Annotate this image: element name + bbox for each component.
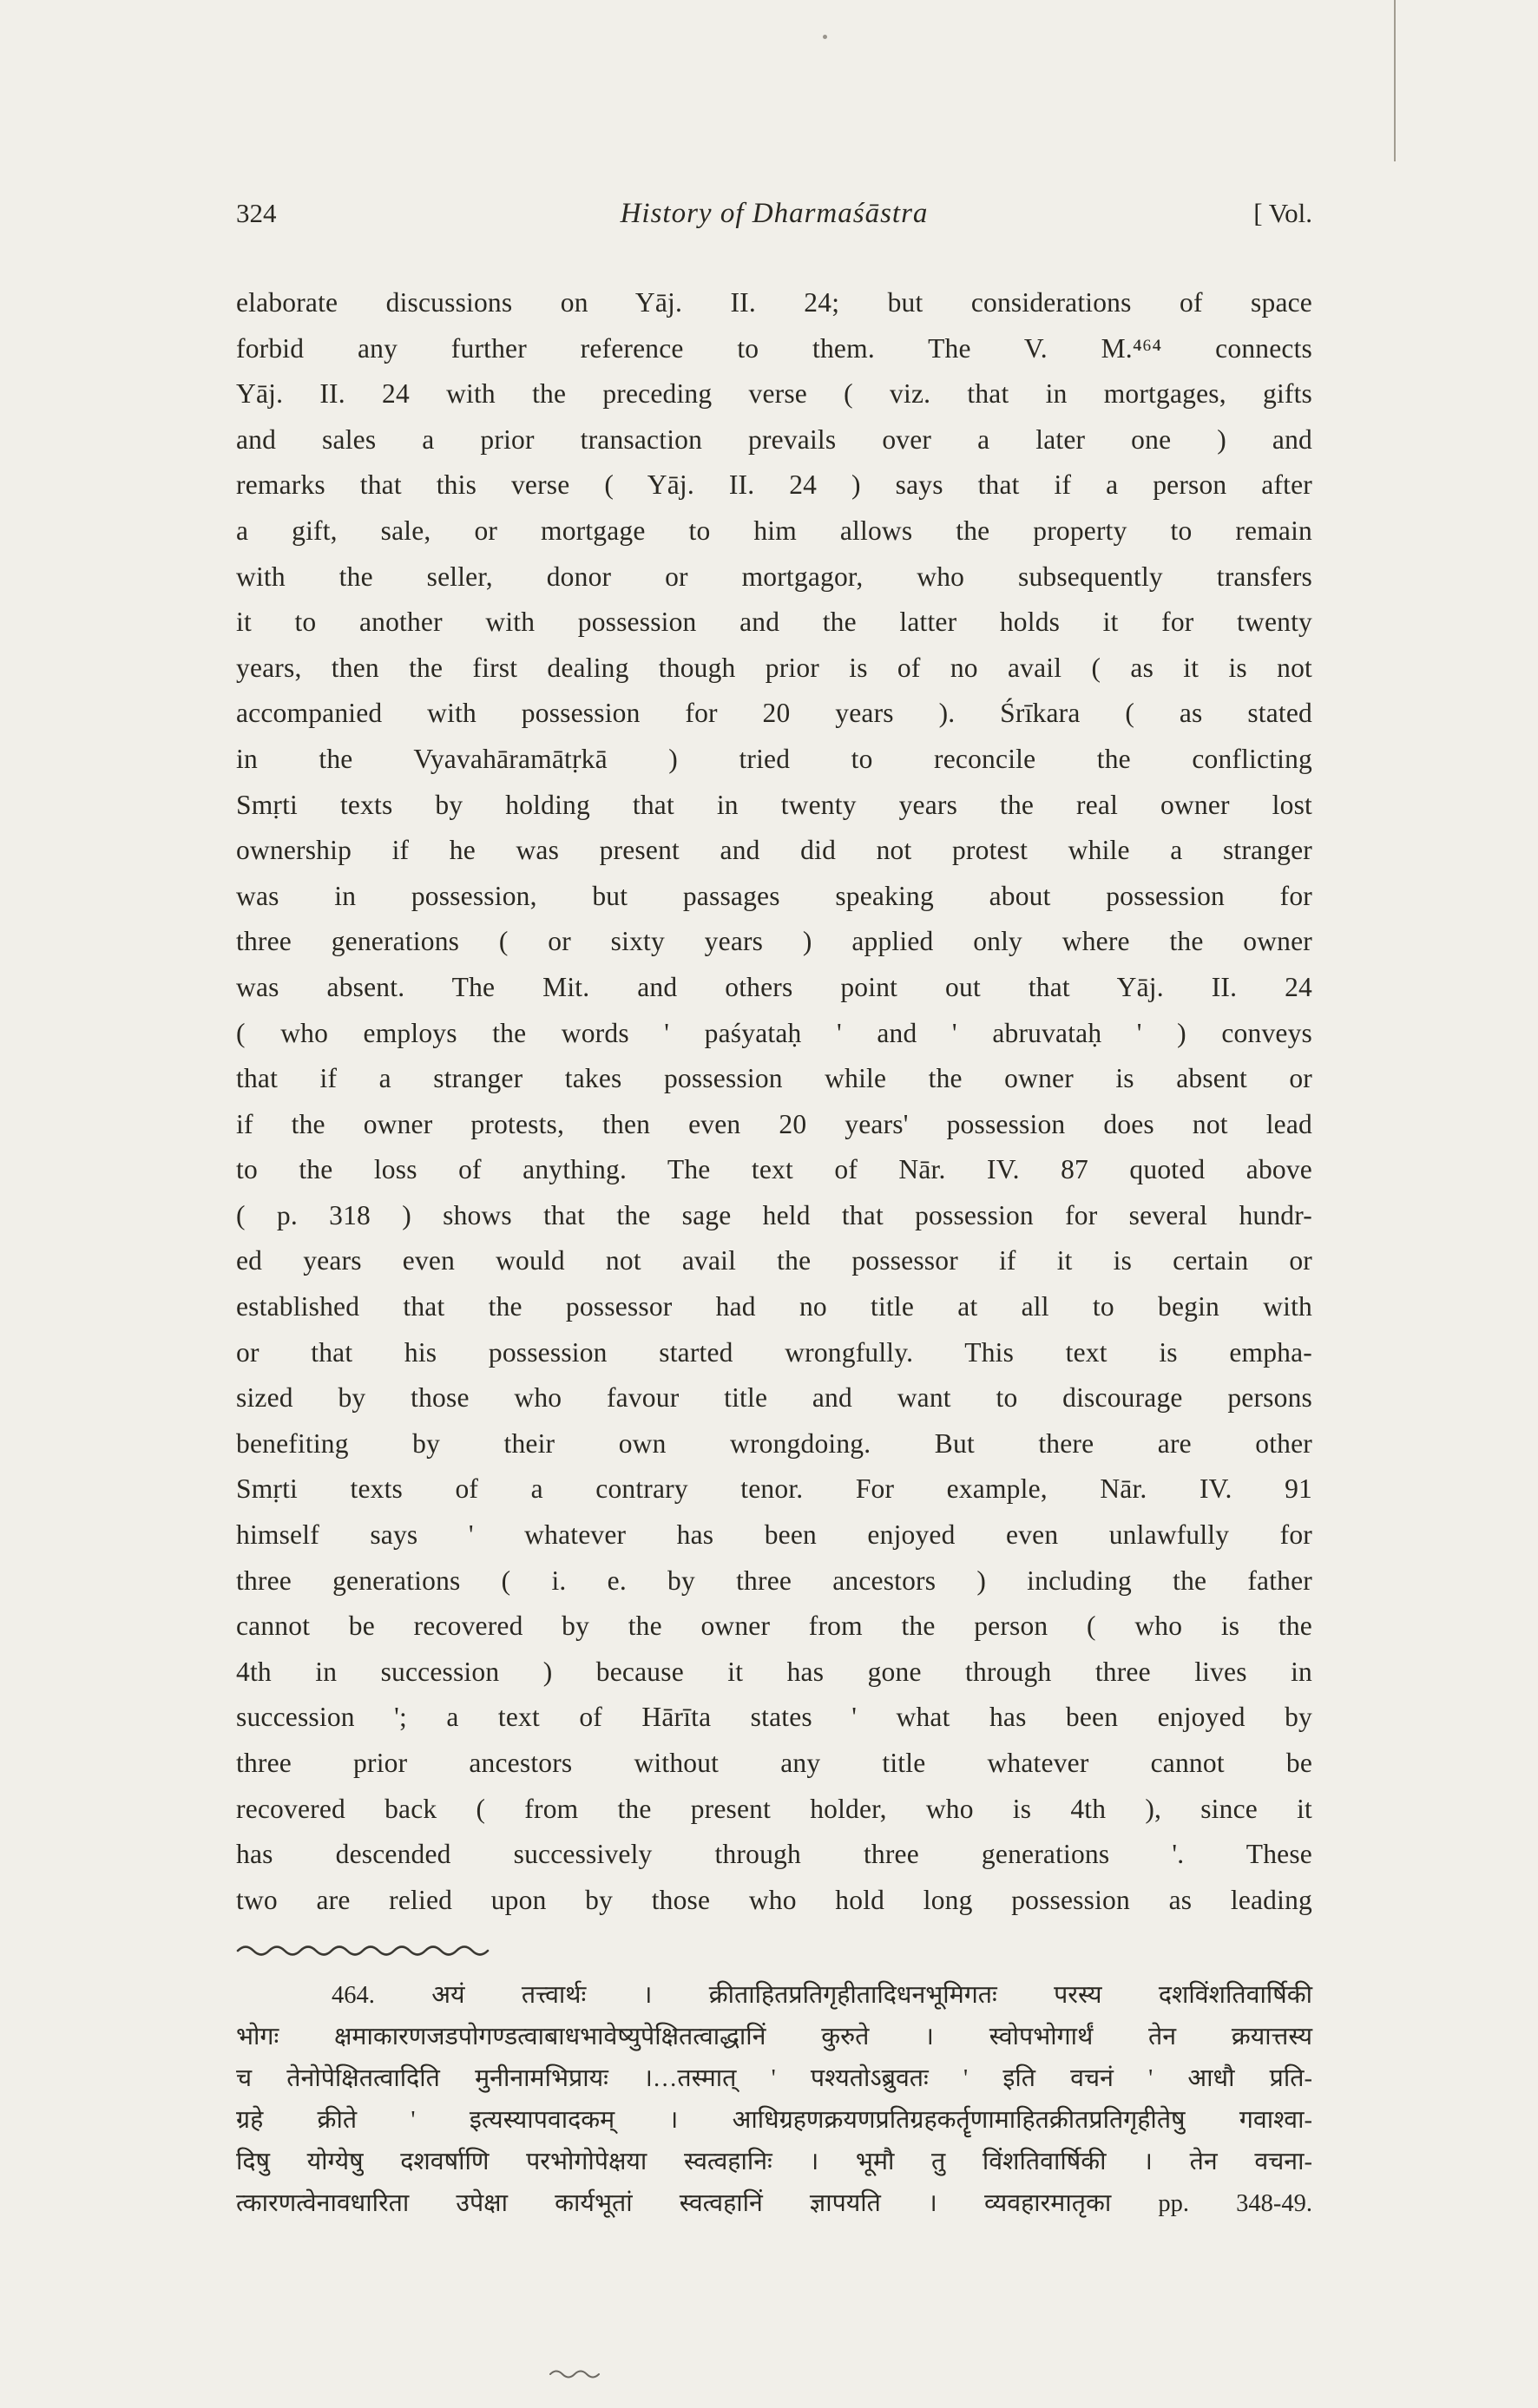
body-line: cannot be recovered by the owner from the person ( who is the — [236, 1611, 1312, 1642]
body-line: Smṛti texts of a contrary tenor. For example, Nār. IV. 91 — [236, 1473, 1312, 1505]
footnote-line: भोगः क्षमाकारणजडपोगण्डत्वाबाधभावेष्युपेक्षितत्वाद्धानिं कुरुते । स्वोपभोगार्थं तेन क्रयात्तस्य — [236, 2024, 1312, 2051]
body-line: with the seller, donor or mortgagor, who subsequently transfers — [236, 561, 1312, 592]
page-content — [236, 198, 1312, 2225]
body-line: recovered back ( from the present holder, who is 4th ), since it — [236, 1793, 1312, 1824]
body-line: that if a stranger takes possession while the owner is absent or — [236, 1063, 1312, 1094]
body-line: Smṛti texts by holding that in twenty years the real owner lost — [236, 789, 1312, 820]
footnote-line: त्कारणत्वेनावधारिता उपेक्षा कार्यभूतां स्वत्वहानिं ज्ञापयति । व्यवहारमातृका pp. 348-49. — [236, 2190, 1312, 2218]
body-line: or that his possession started wrongfully. This text is empha- — [236, 1336, 1312, 1368]
body-line: himself says ' whatever has been enjoyed even unlawfully for — [236, 1519, 1312, 1551]
body-line: ( p. 318 ) shows that the sage held that possession for several hundr- — [236, 1199, 1312, 1230]
bottom-squiggle-icon — [549, 2367, 609, 2379]
footnote-separator — [236, 1942, 1312, 1958]
body-line: established that the possessor had no title at all to begin with — [236, 1291, 1312, 1322]
body-line: was absent. The Mit. and others point out that Yāj. II. 24 — [236, 971, 1312, 1002]
body-line: was in possession, but passages speaking about possession for — [236, 880, 1312, 911]
body-line: two are relied upon by those who hold long possession as leading — [236, 1884, 1312, 1915]
body-line: benefiting by their own wrongdoing. But there are other — [236, 1427, 1312, 1459]
body-line: remarks that this verse ( Yāj. II. 24 ) says that if a person after — [236, 469, 1312, 501]
page-number: 324 — [236, 198, 277, 228]
body-line: years, then the first dealing though prior is of no avail ( as it is not — [236, 652, 1312, 683]
book-title: History of Dharmaśāstra — [620, 198, 929, 229]
scan-artifact-dot — [823, 35, 827, 39]
scan-artifact-vertical-line — [1394, 0, 1396, 161]
body-line: three prior ancestors without any title whatever cannot be — [236, 1748, 1312, 1778]
body-line: ( who employs the words ' paśyataḥ ' and ' abruvataḥ ' ) conveys — [236, 1017, 1312, 1048]
body-line: accompanied with possession for 20 years ). Śrīkara ( as stated — [236, 698, 1312, 729]
footnote-line: च तेनोपेक्षितत्वादिति मुनीनामभिप्रायः ।…तस्मात् ' पश्यतोऽब्रुवतः ' इति वचनं ' आधौ प्रति- — [236, 2065, 1312, 2093]
body-line: forbid any further reference to them. The V. M.⁴⁶⁴ connects — [236, 332, 1312, 364]
footnote — [236, 1975, 1312, 2225]
body-text — [236, 280, 1312, 1923]
body-line: Yāj. II. 24 with the preceding verse ( viz. that in mortgages, gifts — [236, 378, 1312, 410]
body-line: if the owner protests, then even 20 years' possession does not lead — [236, 1108, 1312, 1139]
body-line: a gift, sale, or mortgage to him allows the property to remain — [236, 515, 1312, 546]
footnote-separator-squiggle — [236, 1942, 496, 1958]
body-line: ed years even would not avail the possessor if it is certain or — [236, 1245, 1312, 1276]
bottom-scan-mark — [549, 2367, 609, 2384]
body-line: has descended successively through three generations '. These — [236, 1839, 1312, 1870]
body-line: in the Vyavahāramātṛkā ) tried to reconcile the conflicting — [236, 743, 1312, 774]
body-line: 4th in succession ) because it has gone through three lives in — [236, 1656, 1312, 1687]
body-line: succession '; a text of Hārīta states ' what has been enjoyed by — [236, 1702, 1312, 1733]
body-line: it to another with possession and the latter holds it for twenty — [236, 607, 1312, 638]
body-line: elaborate discussions on Yāj. II. 24; but considerations of space — [236, 287, 1312, 318]
body-line: three generations ( or sixty years ) applied only where the owner — [236, 926, 1312, 957]
footnote-line: 464. अयं तत्त्वार्थः । क्रीताहितप्रतिगृहीतादिधनभूमिगतः परस्य दशविंशतिवार्षिकी — [332, 1982, 1312, 2010]
body-line: sized by those who favour title and want to discourage persons — [236, 1382, 1312, 1414]
body-line: to the loss of anything. The text of Nār. IV. 87 quoted above — [236, 1154, 1312, 1185]
body-line: ownership if he was present and did not protest while a stranger — [236, 835, 1312, 866]
body-line: three generations ( i. e. by three ancestors ) including the father — [236, 1565, 1312, 1596]
footnote-line: ग्रहे क्रीते ' इत्यस्यापवादकम् । आधिग्रहणक्रयणप्रतिग्रहकर्तॄणामाहितक्रीतप्रतिगृहीतेषु गवाश्वा- — [236, 2107, 1312, 2135]
footnote-line: दिषु योग्येषु दशवर्षाणि परभोगोपेक्षया स्वत्वहानिः । भूमौ तु विंशतिवार्षिकी । तेन वचना- — [236, 2149, 1312, 2176]
volume-label: [ Vol. — [1253, 198, 1312, 228]
body-line: and sales a prior transaction prevails over a later one ) and — [236, 423, 1312, 455]
running-header — [236, 198, 1312, 230]
